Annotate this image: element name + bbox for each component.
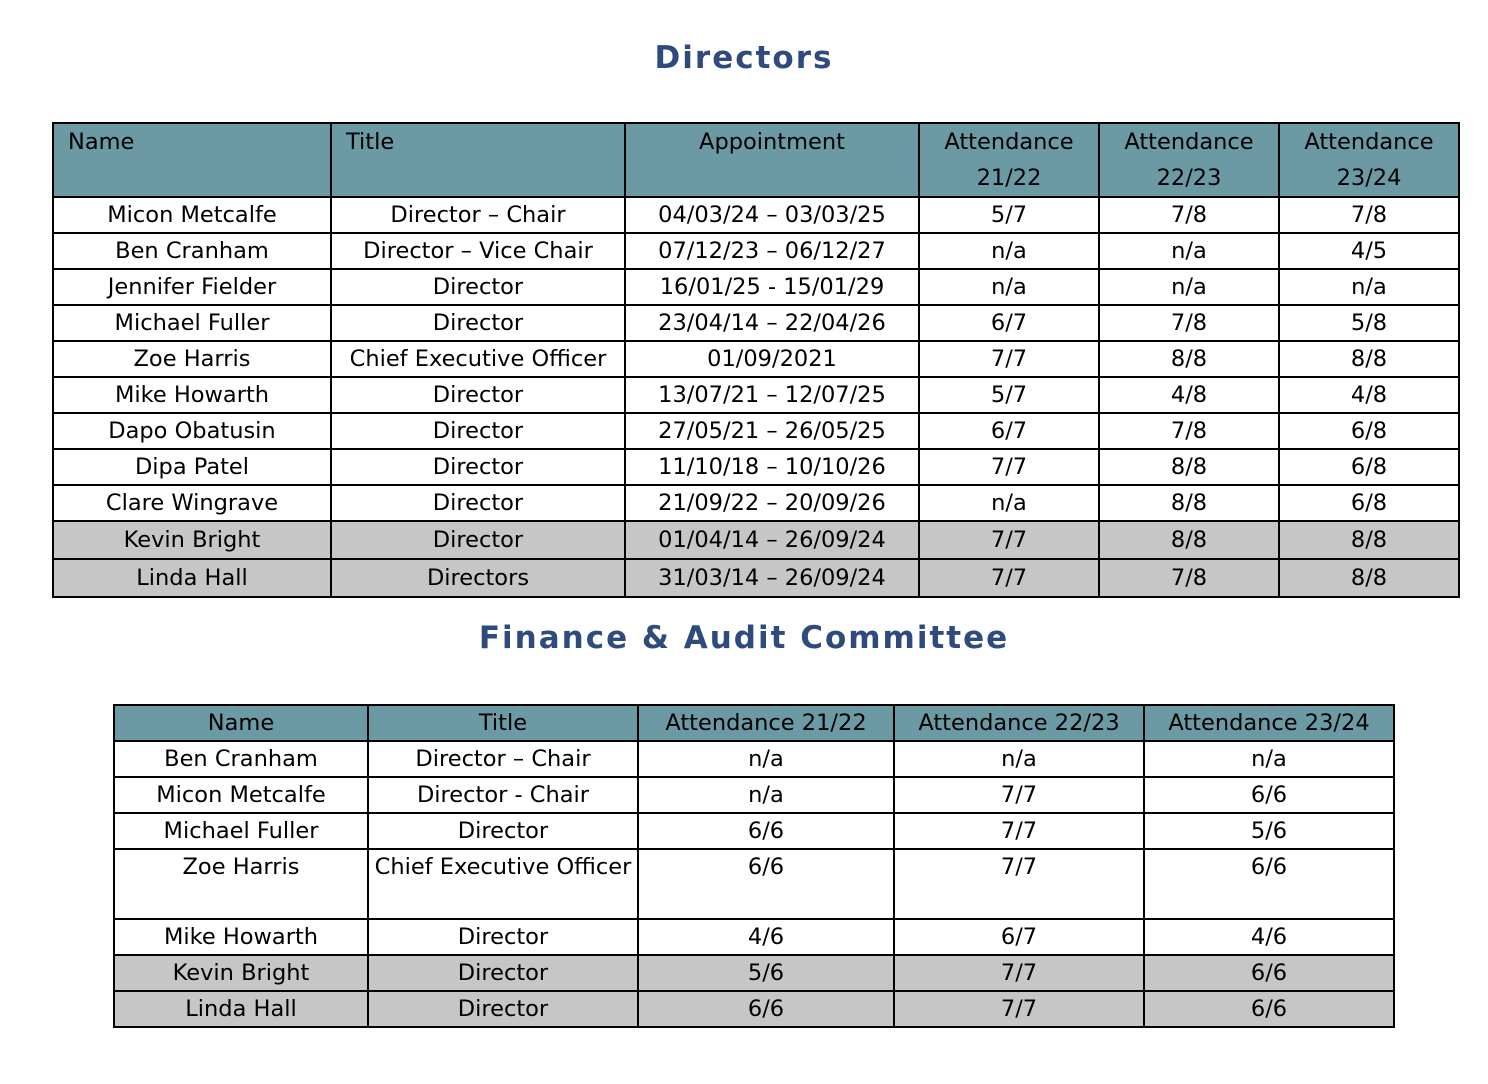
table-row (53, 305, 1459, 341)
member-attendance-21-22: 6/6 (638, 813, 894, 849)
director-title: Chief Executive Officer (331, 341, 625, 377)
director-attendance-22-23: 4/8 (1099, 377, 1279, 413)
director-appointment: 07/12/23 – 06/12/27 (625, 233, 919, 269)
director-attendance-23-24: 6/8 (1279, 485, 1459, 521)
member-title: Director (368, 813, 638, 849)
director-attendance-22-23: 7/8 (1099, 413, 1279, 449)
directors-header-name: Name (53, 123, 331, 197)
finance-header-name: Name (114, 705, 368, 741)
member-attendance-22-23: 7/7 (894, 849, 1144, 919)
director-appointment: 01/09/2021 (625, 341, 919, 377)
director-attendance-23-24: 4/8 (1279, 377, 1459, 413)
table-row (53, 449, 1459, 485)
member-attendance-23-24: 5/6 (1144, 813, 1394, 849)
member-attendance-23-24: 6/6 (1144, 955, 1394, 991)
director-attendance-21-22: 7/7 (919, 521, 1099, 559)
member-title: Director – Chair (368, 741, 638, 777)
member-attendance-22-23: 7/7 (894, 813, 1144, 849)
director-appointment: 31/03/14 – 26/09/24 (625, 559, 919, 597)
director-attendance-21-22: 7/7 (919, 341, 1099, 377)
member-name: Micon Metcalfe (114, 777, 368, 813)
director-name: Linda Hall (53, 559, 331, 597)
table-row (53, 377, 1459, 413)
director-attendance-23-24: 8/8 (1279, 341, 1459, 377)
director-attendance-22-23: 8/8 (1099, 485, 1279, 521)
table-row (53, 269, 1459, 305)
table-row (53, 341, 1459, 377)
director-appointment: 01/04/14 – 26/09/24 (625, 521, 919, 559)
director-attendance-21-22: 5/7 (919, 197, 1099, 233)
directors-header-attendance-23-24: Attendance 23/24 (1279, 123, 1459, 197)
finance-header-title: Title (368, 705, 638, 741)
table-row (53, 233, 1459, 269)
director-attendance-23-24: 5/8 (1279, 305, 1459, 341)
member-name: Michael Fuller (114, 813, 368, 849)
member-attendance-23-24: 6/6 (1144, 991, 1394, 1027)
director-attendance-22-23: n/a (1099, 269, 1279, 305)
directors-header-attendance-21-22: Attendance 21/22 (919, 123, 1099, 197)
director-name: Kevin Bright (53, 521, 331, 559)
director-attendance-22-23: 8/8 (1099, 521, 1279, 559)
director-name: Zoe Harris (53, 341, 331, 377)
member-attendance-23-24: n/a (1144, 741, 1394, 777)
member-attendance-23-24: 6/6 (1144, 777, 1394, 813)
member-name: Linda Hall (114, 991, 368, 1027)
table-row-former (53, 521, 1459, 559)
directors-heading: Directors (654, 40, 834, 76)
director-title: Directors (331, 559, 625, 597)
directors-header-title: Title (331, 123, 625, 197)
director-attendance-21-22: 7/7 (919, 449, 1099, 485)
director-name: Micon Metcalfe (53, 197, 331, 233)
director-title: Director (331, 521, 625, 559)
director-name: Mike Howarth (53, 377, 331, 413)
directors-header-row (53, 123, 1459, 197)
director-attendance-21-22: 5/7 (919, 377, 1099, 413)
director-appointment: 04/03/24 – 03/03/25 (625, 197, 919, 233)
directors-table (52, 122, 1460, 598)
director-appointment: 13/07/21 – 12/07/25 (625, 377, 919, 413)
finance-header-attendance-22-23: Attendance 22/23 (894, 705, 1144, 741)
finance-header-attendance-21-22: Attendance 21/22 (638, 705, 894, 741)
director-name: Clare Wingrave (53, 485, 331, 521)
director-attendance-21-22: 7/7 (919, 559, 1099, 597)
director-title: Director (331, 413, 625, 449)
director-attendance-23-24: 8/8 (1279, 559, 1459, 597)
member-attendance-23-24: 6/6 (1144, 849, 1394, 919)
member-title: Director - Chair (368, 777, 638, 813)
director-attendance-22-23: 8/8 (1099, 341, 1279, 377)
table-row (53, 485, 1459, 521)
director-appointment: 21/09/22 – 20/09/26 (625, 485, 919, 521)
member-attendance-22-23: 7/7 (894, 991, 1144, 1027)
director-title: Director – Chair (331, 197, 625, 233)
finance-header-attendance-23-24: Attendance 23/24 (1144, 705, 1394, 741)
director-name: Dipa Patel (53, 449, 331, 485)
member-attendance-22-23: 6/7 (894, 919, 1144, 955)
director-attendance-21-22: n/a (919, 485, 1099, 521)
member-title: Chief Executive Officer (368, 849, 638, 919)
director-attendance-22-23: 7/8 (1099, 559, 1279, 597)
director-attendance-21-22: 6/7 (919, 305, 1099, 341)
finance-audit-heading: Finance & Audit Committee (478, 620, 1010, 656)
director-appointment: 16/01/25 - 15/01/29 (625, 269, 919, 305)
director-attendance-23-24: 6/8 (1279, 449, 1459, 485)
director-attendance-23-24: 4/5 (1279, 233, 1459, 269)
table-row (114, 741, 1394, 777)
member-name: Kevin Bright (114, 955, 368, 991)
table-row (53, 413, 1459, 449)
director-appointment: 27/05/21 – 26/05/25 (625, 413, 919, 449)
director-name: Dapo Obatusin (53, 413, 331, 449)
directors-header-attendance-22-23: Attendance 22/23 (1099, 123, 1279, 197)
member-attendance-21-22: 5/6 (638, 955, 894, 991)
director-name: Ben Cranham (53, 233, 331, 269)
director-attendance-22-23: 7/8 (1099, 197, 1279, 233)
director-title: Director (331, 269, 625, 305)
table-row (114, 777, 1394, 813)
member-title: Director (368, 991, 638, 1027)
member-attendance-21-22: n/a (638, 741, 894, 777)
member-attendance-21-22: 6/6 (638, 991, 894, 1027)
director-attendance-21-22: n/a (919, 233, 1099, 269)
member-attendance-23-24: 4/6 (1144, 919, 1394, 955)
member-attendance-22-23: 7/7 (894, 777, 1144, 813)
director-title: Director – Vice Chair (331, 233, 625, 269)
director-title: Director (331, 485, 625, 521)
table-row-former (114, 991, 1394, 1027)
director-attendance-23-24: 7/8 (1279, 197, 1459, 233)
director-name: Jennifer Fielder (53, 269, 331, 305)
director-attendance-22-23: n/a (1099, 233, 1279, 269)
director-title: Director (331, 377, 625, 413)
directors-header-appointment: Appointment (625, 123, 919, 197)
table-row (114, 919, 1394, 955)
director-name: Michael Fuller (53, 305, 331, 341)
director-attendance-23-24: n/a (1279, 269, 1459, 305)
member-attendance-21-22: n/a (638, 777, 894, 813)
director-attendance-23-24: 6/8 (1279, 413, 1459, 449)
director-title: Director (331, 449, 625, 485)
member-name: Mike Howarth (114, 919, 368, 955)
director-attendance-22-23: 7/8 (1099, 305, 1279, 341)
table-row (114, 813, 1394, 849)
director-attendance-23-24: 8/8 (1279, 521, 1459, 559)
member-attendance-21-22: 4/6 (638, 919, 894, 955)
director-attendance-21-22: 6/7 (919, 413, 1099, 449)
member-attendance-22-23: n/a (894, 741, 1144, 777)
table-row-former (53, 559, 1459, 597)
director-title: Director (331, 305, 625, 341)
table-row-former (114, 955, 1394, 991)
member-title: Director (368, 919, 638, 955)
member-title: Director (368, 955, 638, 991)
finance-header-row (114, 705, 1394, 741)
director-appointment: 11/10/18 – 10/10/26 (625, 449, 919, 485)
director-attendance-22-23: 8/8 (1099, 449, 1279, 485)
table-row (53, 197, 1459, 233)
director-attendance-21-22: n/a (919, 269, 1099, 305)
member-name: Zoe Harris (114, 849, 368, 919)
member-attendance-22-23: 7/7 (894, 955, 1144, 991)
finance-audit-table (113, 704, 1395, 1028)
member-name: Ben Cranham (114, 741, 368, 777)
member-attendance-21-22: 6/6 (638, 849, 894, 919)
director-appointment: 23/04/14 – 22/04/26 (625, 305, 919, 341)
table-row (114, 849, 1394, 919)
